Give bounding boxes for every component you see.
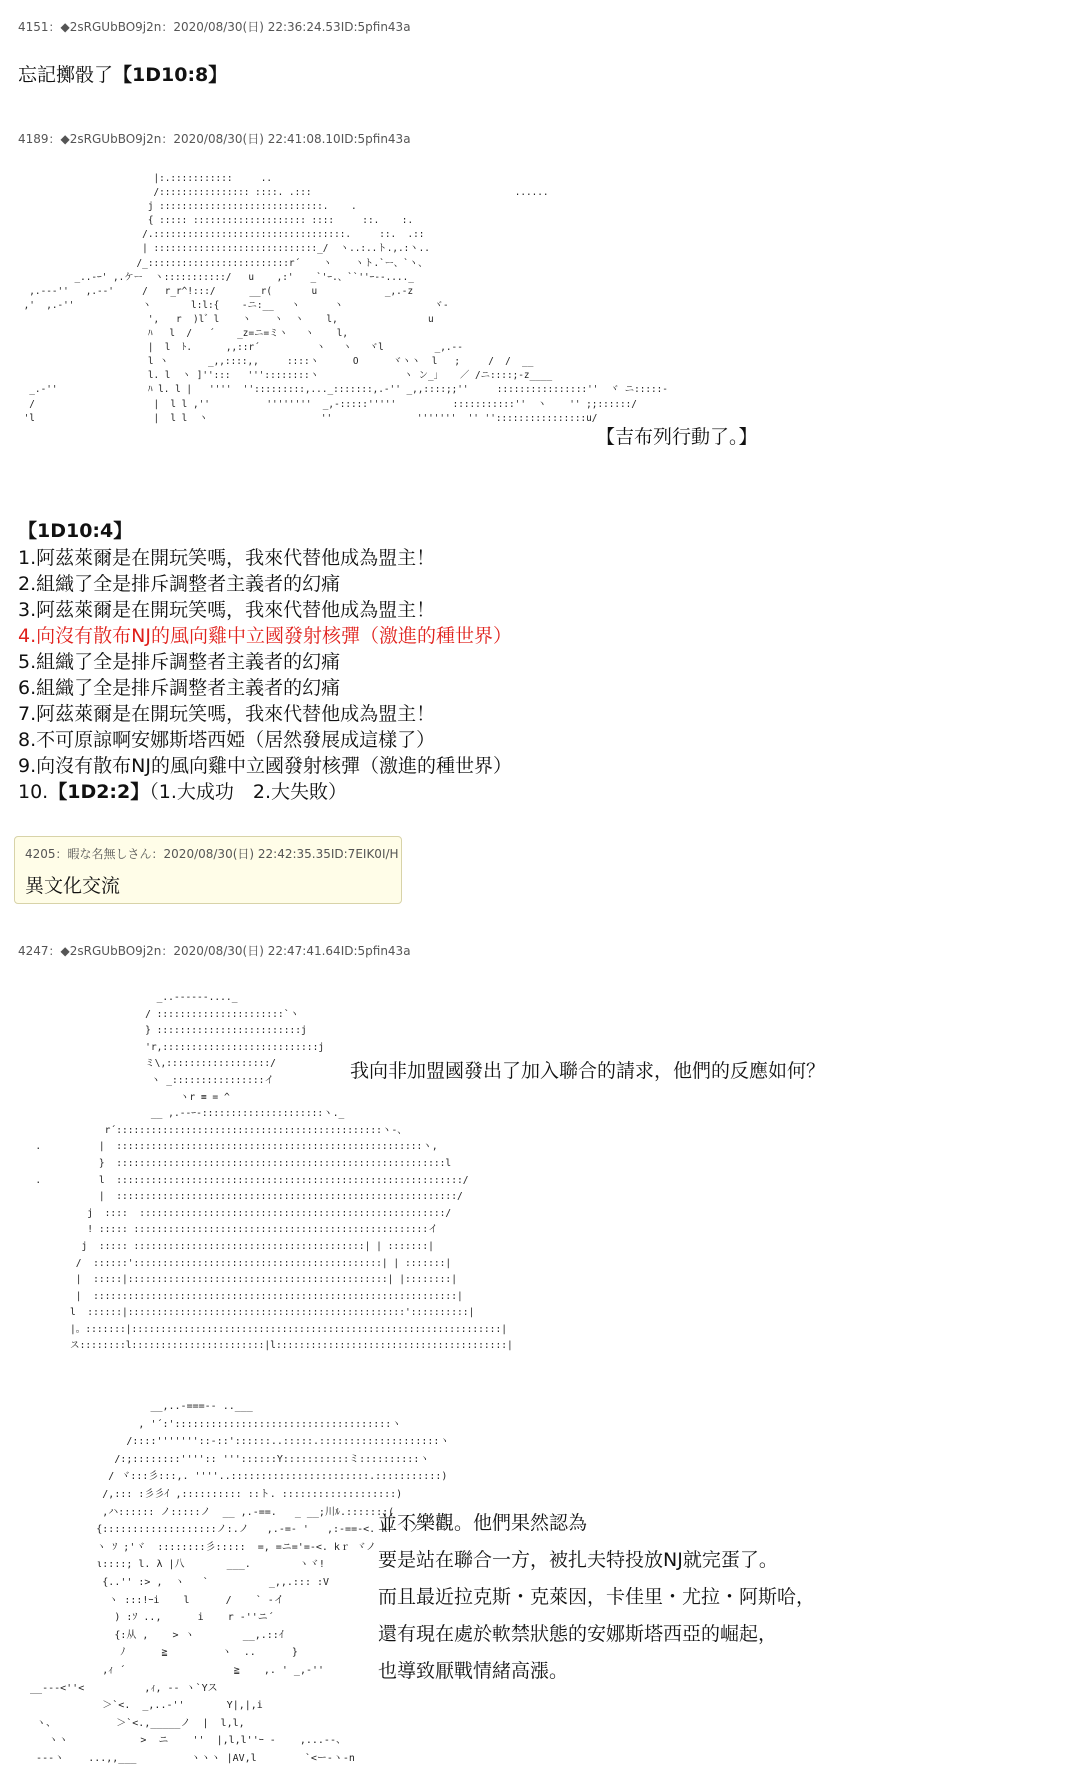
roll-title: 【1D10:4】 [18,520,133,542]
narration-line: 還有現在處於軟禁狀態的安娜斯塔西亞的崛起， [378,1623,778,1645]
art-caption: 我向非加盟國發出了加入聯合的請求，他們的反應如何？ [350,1060,826,1082]
post-header: 4189：◆2sRGUbBO9j2n：2020/08/30(日) 22:41:08.10ID:5pfin43a [18,132,411,146]
roll-option-selected: 4.向沒有散布NJ的風向雞中立國發射核彈（激進的種世界） [18,625,512,647]
roll-option: 5.組織了全是排斥調整者主義者的幻痛 [18,651,341,673]
post-header: 4151：◆2sRGUbBO9j2n：2020/08/30(日) 22:36:24.53ID:5pfin43a [18,20,411,34]
roll-option: 3.阿茲萊爾是在開玩笑嗎，我來代替他成為盟主！ [18,599,436,621]
narration-line: 而且最近拉克斯・克萊因，卡佳里・尤拉・阿斯哈， [378,1586,816,1608]
dice-result: 【1D10:8】 [113,64,228,86]
option-text: （1.大成功 2.大失敗） [149,781,348,803]
roll-option: 9.向沒有散布NJ的風向雞中立國發射核彈（激進的種世界） [18,755,512,777]
art-caption: 【吉布列行動了。】 [596,426,758,448]
post-text: 異文化交流 [25,875,121,897]
ascii-art-man-suit: _..------...._ / ::::::::::::::::::::::`ヽ } :::::::::::::::::::::::::j 'r,:::::::::::::::::::::::::::j ミ\,::::::::::::::::::/ ヽ _::::::::::::::::イ ヽr ≡ = ^ __ ,.--ｰ-:::::::::::::::::::::ヽ._ r´::::::::::::::::::::::::::::::::::::::::::::::ヽ-、 . | :::::::::::::::::::::::::::::::::::::::::::::::::::::ヽ, } :::::::::::::::::::::::::::::::::::::::::::::::::::::::::l . l ::::::::::::::::::::::::::::::::::::::::::::::::::::::::::::/ | :::::::::::::::::::::::::::::::::::::::::::::::::::::::::::/ j :::: :::::::::::::::::::::::::::::::::::::::::::::::::::::/ ! ::::: :::::::::::::::::::::::::::::::::::::::::::::::::::イ j ::::: ::::::::::::::::::::::::::::::::::::::::| | :::::::| / ::::::':::::::::::::::::::::::::::::::::::::::::::| | :::::::| | :::::|:::::::::::::::::::::::::::::::::::::::::::::| |::::::::| | :::::::::::::::::::::::::::::::::::::::::::::::::::::::::::::::| l ::::::|::::::::::::::::::::::::::::::::::::::::::::::::'::::::::::| |。:::::::|::::::::::::::::::::::::::::::::::::::::::::::::::::::::::::::::| ス::::::::l:::::::::::::::::::::::|l::::::::::::::::::::::::::::::::::::::::| [35,992,513,1352]
post-text [18,62,227,88]
narration-line: 也導致厭戰情緒高漲。 [378,1660,569,1682]
roll-option: 2.組織了全是排斥調整者主義者的幻痛 [18,573,341,595]
post-header: 4247：◆2sRGUbBO9j2n：2020/08/30(日) 22:47:41.64ID:5pfin43a [18,944,411,958]
roll-option: 7.阿茲萊爾是在開玩笑嗎，我來代替他成為盟主！ [18,703,436,725]
ascii-art-gibril: |:.::::::::::: .. /:::::::::::::::: ::::. .::: ...... j :::::::::::::::::::::::::::::. . { ::::: :::::::::::::::::::: :::: ::. :. /.::::::::::::::::::::::::::::::::::. ::. .:: | :::::::::::::::::::::::::::::_/ ヽ..:..ト.,.:ヽ.. /_:::::::::::::::::::::::::r´ ヽ ヽト.`ー、`ヽ、 _..-ｰ' ,.ケー ヽ:::::::::::/ u ,:' _`'ｰ.、``''ｰ--...._ ,.--‐'' ,.-‐' / r_r^!:::/ __r( u _,.-z ,' ,.-'' ヽ l:l:{ -ニ:__ ヽ ヽ ヾ- ', r )l゛l ヽ ヽ ヽ l, u ﾊ l / ´ _z=ニ=ミヽ ヽ l, | l ﾄ. ,,::r´ ヽ ヽ ヾl _,.-- l ヽ _,,::::,, ::::ヽ O ヾヽヽ l ; / / __ l. l ヽ ]''::: '''::::::::ヽ ヽ ン_」 ／ /ニ::::;-z____ _.-'' ﾊ l. l | '''' '':::::::::,..._:::::::,.-'' _,,::::;;'' ::::::::::::::::'' ヾ ニ:::::- / | l l ,'' '''''''' _,-:::::''''' :::::::::::'' ヽ '' ;;::::::/ 'l | l l ヽ '' ''''''' '' ''::::::::::::::::u/ [23,173,668,424]
post-text-plain: 忘記擲骰了 [18,64,114,86]
post-header: 4205：暇な名無しさん：2020/08/30(日) 22:42:35.35ID:7EIK0I/H [25,847,399,861]
narration-line: 要是站在聯合一方，被扎夫特投放NJ就完蛋了。 [378,1549,778,1571]
roll-option: 1.阿茲萊爾是在開玩笑嗎，我來代替他成為盟主！ [18,547,436,569]
option-number: 10. [18,781,49,803]
roll-option: 8.不可原諒啊安娜斯塔西婭（居然發展成這樣了） [18,729,436,751]
sub-dice-result: 【1D2:2】 [48,781,150,803]
ascii-art-man-thinking: __,..-===‐- ..___ , '´:'::::::::::::::::::::::::::::::::::::ヽ /::::'''''''::-::'::::::..:::::.::::::::::::::::::::ヽ /:;::::::::'''':: '''::::::Y:::::::::::ミ::::::::::ヽ / ヾ:::彡:::,. ''''..:::::::::::::::::::::::.:::::::::::) /,::: :彡彡ｲ ,:::::::::: ::ト. :::::::::::::::::::) ,ハ:::::: ノ:::::ノ __ ,.-==. _ __;川ﾙ.:::::::( {:::::::::::::::::::ノ:.ノ ,.-=- ' ,:-==-<. kr ヾノ ヽ ｿ ;'ヾ ::::::::彡::::: =, =ニ='=‐<. kｒ ヾノ ι::::; l. λ |八 ___. ヽヾ! {..'' :> , ヽ ` _,,.::: :V ヽ :::!ｰi l / ` ‐イ ) :ｿ .., i r ‐''ニ´ {:从 , > ヽ __,.::ｲ ﾉ ≧ ヽ .. } ,ｨ ´ ≧ ,. ' _,-'' __--‐<''< ,ｨ, -- ヽ`Yス ＞`<. _,..-'' Y|,|,i ヽ、 ＞`<.,_____ノ | l,l, ヽヽ > ニ '' |,l,l''ｰ - ,...--、 ‐‐-ヽ ...,,___ ヽヽヽ |AV,l `<ー-ヽ-n [30,1401,450,1764]
roll-option-10 [18,779,347,805]
roll-option: 6.組織了全是排斥調整者主義者的幻痛 [18,677,341,699]
narration-line: 並不樂觀。他們果然認為 [378,1512,588,1534]
reply-box [14,836,402,904]
